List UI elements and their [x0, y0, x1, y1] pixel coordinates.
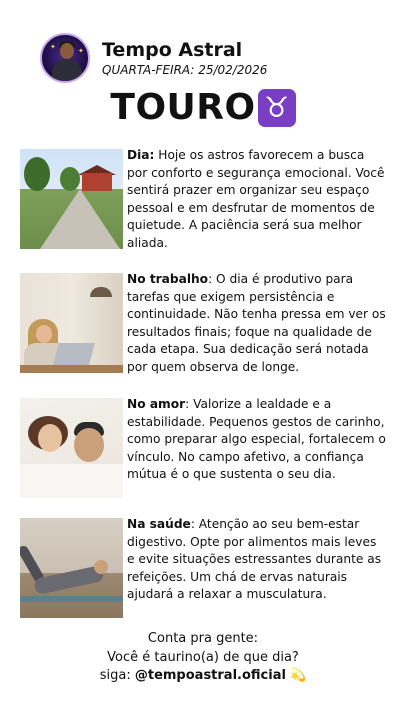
section-body: : O dia é produtivo para tarefas que exigem persistência e continuidade. Não tenha pressa em ver os resultados finais; foque na qualidade de cada etapa. Sua dedicação será notada por quem observa de longe.	[127, 272, 386, 374]
tree	[60, 167, 80, 191]
couple-image	[20, 398, 123, 498]
section-text	[127, 147, 386, 253]
work-image	[20, 273, 123, 373]
avatar-body	[52, 59, 82, 83]
section-label: Dia:	[127, 148, 155, 162]
star-icon: ✦	[78, 47, 84, 55]
section-text	[127, 271, 386, 377]
avatar[interactable]	[40, 33, 90, 83]
exercise-image	[20, 518, 123, 618]
park-image	[20, 149, 123, 249]
bed-sheet	[20, 464, 123, 498]
section-label: No trabalho	[127, 272, 209, 286]
profile-handle-link[interactable]: @tempoastral.oficial	[134, 668, 286, 683]
yoga-mat	[20, 596, 123, 602]
person-face	[36, 325, 52, 343]
date-label: QUARTA-FEIRA: 25/02/2026	[102, 63, 268, 77]
person-head	[94, 560, 108, 574]
profile-header	[40, 33, 380, 85]
park-path	[40, 189, 120, 249]
page-title: Tempo Astral	[102, 39, 243, 61]
section-text	[127, 396, 386, 484]
sparkle-star-icon: 💫	[290, 668, 307, 683]
section-label: No amor	[127, 397, 186, 411]
person-face	[38, 424, 62, 452]
person-face	[74, 428, 104, 462]
taurus-symbol-icon: ♉	[258, 89, 296, 127]
section-body: : Atenção ao seu bem-estar digestivo. Opte por alimentos mais leves e evite situações estressantes durante as refeições. Um chá de ervas naturais ajudará a relaxar a musculatura.	[127, 517, 382, 602]
section-body: : Valorize a lealdade e a estabilidade. Pequenos gestos de carinho, como preparar algo especial, fortalecem o vínculo. No campo afetivo, a confiança mútua é o que sustenta o seu dia.	[127, 397, 386, 482]
section-body: Hoje os astros favorecem a busca por conforto e segurança emocional. Você sentirá prazer em organizar seu espaço pessoal e em desfrutar de momentos de quietude. A paciência será sua melhor aliada.	[127, 148, 385, 250]
sign-name: TOURO	[110, 87, 256, 128]
footer-cta	[0, 630, 406, 686]
tree	[24, 157, 50, 191]
section-text	[127, 516, 386, 604]
follow-line	[0, 667, 406, 686]
lamp	[90, 287, 112, 297]
sign-heading	[0, 86, 406, 130]
follow-prefix: siga:	[99, 668, 135, 683]
section-label: Na saúde	[127, 517, 191, 531]
avatar-head	[60, 43, 74, 59]
cta-line: Conta pra gente:	[147, 631, 259, 646]
cta-question: Você é taurino(a) de que dia?	[107, 649, 299, 665]
desk	[20, 365, 123, 373]
laptop	[53, 343, 95, 365]
star-icon: ✦	[50, 43, 56, 51]
